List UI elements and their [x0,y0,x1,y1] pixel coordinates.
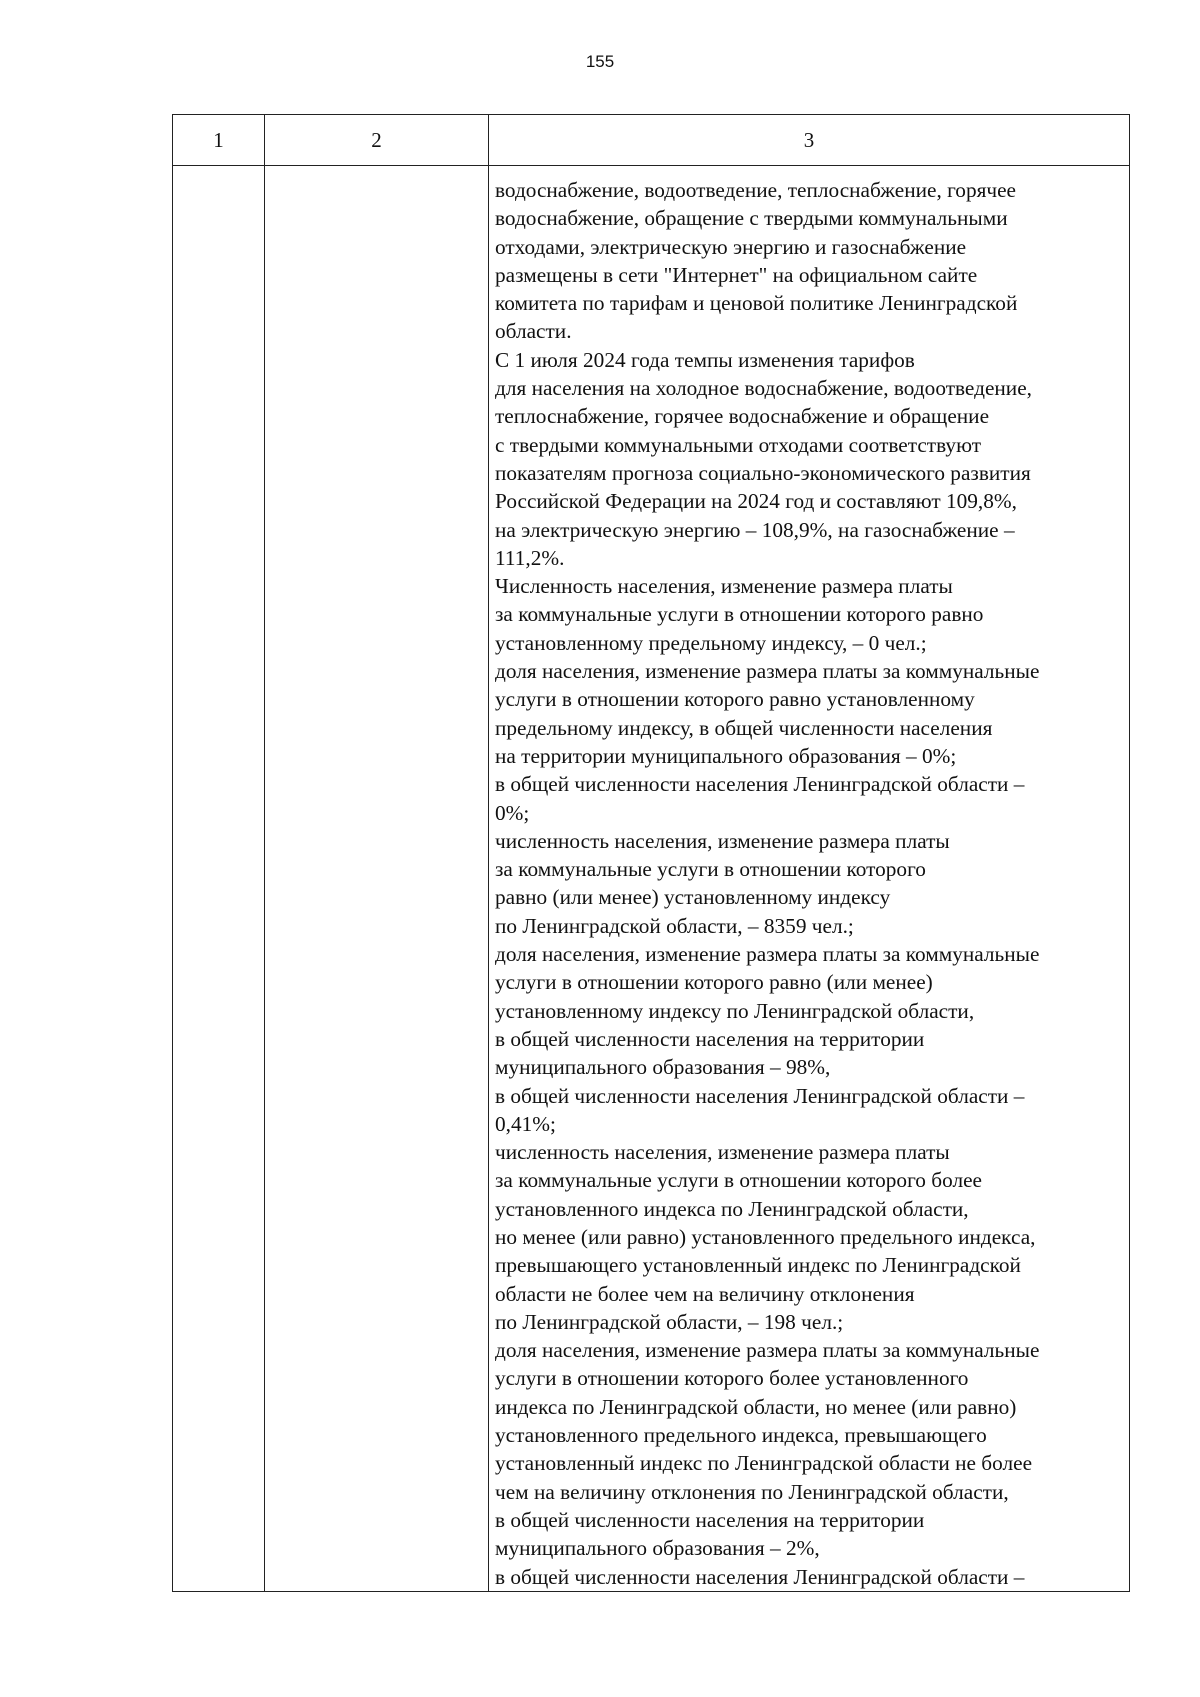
text-line: индекса по Ленинградской области, но менее (или равно) [495,1394,1017,1419]
text-line: доля населения, изменение размера платы за коммунальные [495,1338,1040,1363]
text-line: 111,2%. [495,545,565,570]
text-line: водоснабжение, обращение с твердыми коммунальными [495,206,1008,231]
text-line: комитета по тарифам и ценовой политике Ленинградской [495,291,1018,316]
text-line: за коммунальные услуги в отношении которого равно [495,602,984,627]
text-line: в общей численности населения на территории [495,1026,925,1051]
table-header-row [173,115,1130,166]
text-line: по Ленинградской области, – 198 чел.; [495,1309,844,1334]
text-line: Российской Федерации на 2024 год и составляют 109,8%, [495,489,1017,514]
text-line: муниципального образования – 2%, [495,1536,820,1561]
header-col-1: 1 [173,115,265,166]
text-line: доля населения, изменение размера платы за коммунальные [495,659,1040,684]
text-line: 0,41%; [495,1111,556,1136]
cell-col-3 [489,166,1130,1592]
text-line: в общей численности населения Ленинградской области – [495,1083,1025,1108]
text-line: установленному индексу по Ленинградской области, [495,998,975,1023]
text-line: отходами, электрическую энергию и газоснабжение [495,234,967,259]
text-line: установленный индекс по Ленинградской области не более [495,1451,1033,1476]
text-line: водоснабжение, водоотведение, теплоснабжение, горячее [495,178,1017,202]
cell-col-2 [265,166,489,1592]
text-line: на электрическую энергию – 108,9%, на газоснабжение – [495,517,1015,542]
text-line: в общей численности населения Ленинградской области – [495,772,1025,797]
cell-col-1 [173,166,265,1592]
text-line: С 1 июля 2024 года темпы изменения тарифов [495,347,915,372]
text-line: за коммунальные услуги в отношении которого более [495,1168,982,1193]
text-line: Численность населения, изменение размера платы [495,574,953,599]
text-line: за коммунальные услуги в отношении которого [495,857,926,882]
text-line: с твердыми коммунальными отходами соответствуют [495,432,982,457]
text-line: превышающего установленный индекс по Ленинградской [495,1253,1021,1278]
text-line: размещены в сети "Интернет" на официальном сайте [495,262,978,287]
cell-col-3-text [489,166,1129,1591]
text-line: но менее (или равно) установленного предельного индекса, [495,1224,1036,1249]
text-line: равно (или менее) установленному индексу [495,885,891,910]
text-line: для населения на холодное водоснабжение, водоотведение, [495,376,1032,401]
text-line: установленного предельного индекса, превышающего [495,1423,987,1448]
text-line: чем на величину отклонения по Ленинградской области, [495,1479,1009,1504]
text-line: области не более чем на величину отклонения [495,1281,915,1306]
text-line: численность населения, изменение размера платы [495,1140,950,1165]
text-line: услуги в отношении которого более установленного [495,1366,969,1391]
text-line: в общей численности населения на территории [495,1507,925,1532]
text-line: численность населения, изменение размера платы [495,828,950,853]
table-body-row [173,166,1130,1592]
text-line: доля населения, изменение размера платы за коммунальные [495,942,1040,967]
text-line: теплоснабжение, горячее водоснабжение и обращение [495,404,990,429]
text-line: показателям прогноза социально-экономического развития [495,460,1031,485]
text-line: услуги в отношении которого равно (или менее) [495,970,933,995]
text-line: услуги в отношении которого равно установленному [495,687,975,712]
header-col-2: 2 [265,115,489,166]
header-col-3: 3 [489,115,1130,166]
text-line: области. [495,319,572,344]
text-line: на территории муниципального образования – 0%; [495,743,957,768]
text-line: муниципального образования – 98%, [495,1055,831,1080]
document-table [172,114,1130,1592]
text-line: предельному индексу, в общей численности населения [495,715,993,740]
text-line: по Ленинградской области, – 8359 чел.; [495,913,854,938]
text-line: установленного индекса по Ленинградской области, [495,1196,969,1221]
page-number: 155 [585,52,615,71]
text-line: установленному предельному индексу, – 0 чел.; [495,630,927,655]
text-line: 0%; [495,800,530,825]
text-line: в общей численности населения Ленинградской области – [495,1564,1025,1589]
